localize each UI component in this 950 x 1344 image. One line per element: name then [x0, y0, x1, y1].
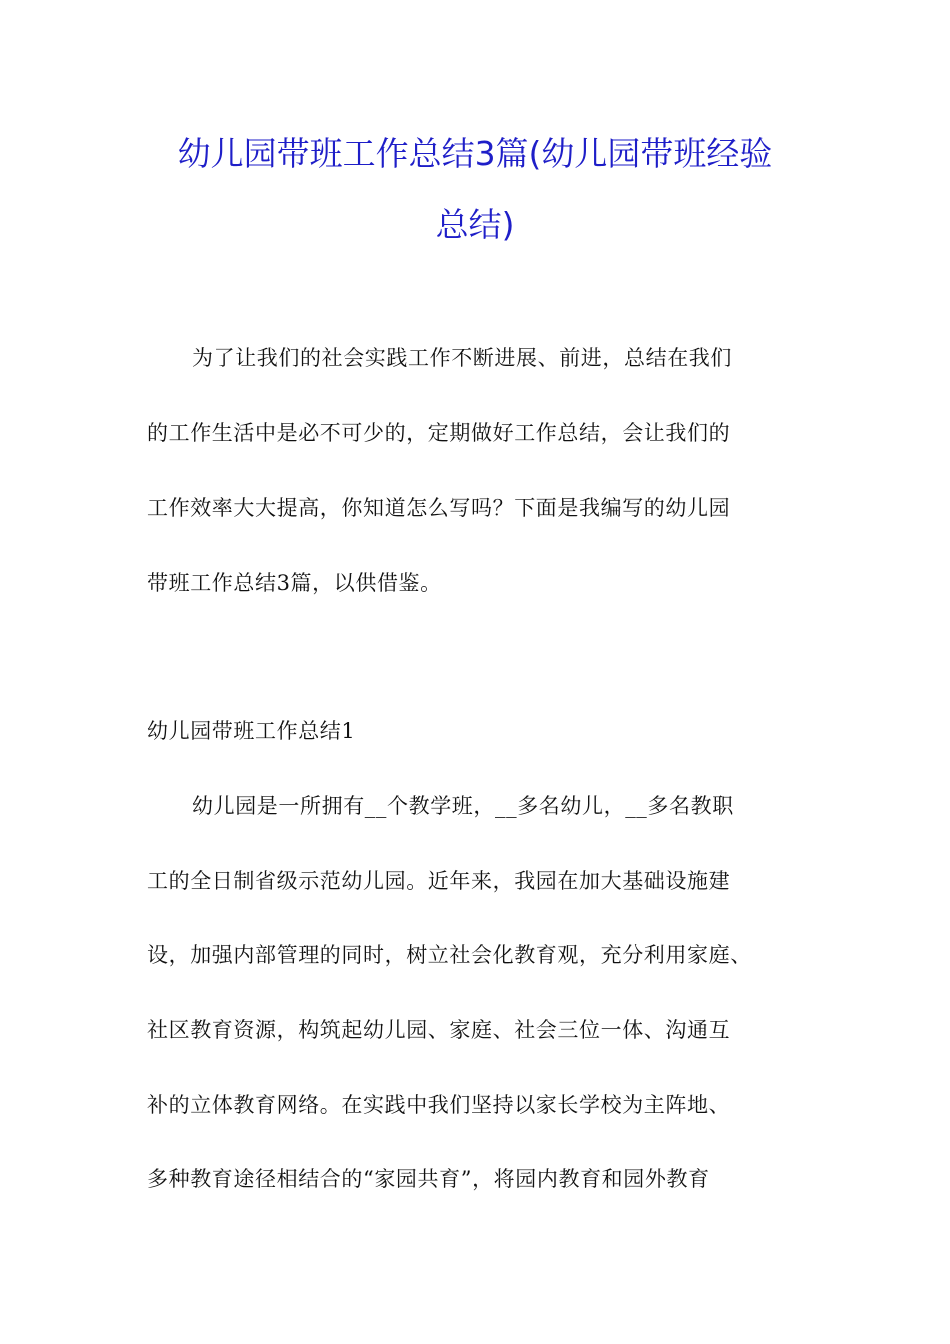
body-line-6: 多种教育途径相结合的“家园共育”，将园内教育和园外教育 [147, 1167, 710, 1191]
intro-line-1: 为了让我们的社会实践工作不断进展、前进，总结在我们 [192, 346, 732, 370]
document-title-line-2: 总结) [435, 205, 515, 244]
intro-line-4: 带班工作总结3篇，以供借鉴。 [147, 571, 442, 595]
intro-line-3: 工作效率大大提高，你知道怎么写吗？下面是我编写的幼儿园 [147, 496, 731, 520]
body-line-1: 幼儿园是一所拥有__个教学班，__多名幼儿，__多名教职 [192, 794, 734, 818]
section-heading: 幼儿园带班工作总结1 [147, 719, 356, 743]
intro-line-2: 的工作生活中是必不可少的，定期做好工作总结，会让我们的 [147, 421, 731, 445]
body-line-5: 补的立体教育网络。在实践中我们坚持以家长学校为主阵地、 [147, 1093, 731, 1117]
document-title-line-1: 幼儿园带班工作总结3篇(幼儿园带班经验 [177, 134, 773, 173]
body-line-4: 社区教育资源，构筑起幼儿园、家庭、社会三位一体、沟通互 [147, 1018, 731, 1042]
body-line-3: 设，加强内部管理的同时，树立社会化教育观，充分利用家庭、 [147, 943, 752, 967]
body-line-2: 工的全日制省级示范幼儿园。近年来，我园在加大基础设施建 [147, 869, 731, 893]
